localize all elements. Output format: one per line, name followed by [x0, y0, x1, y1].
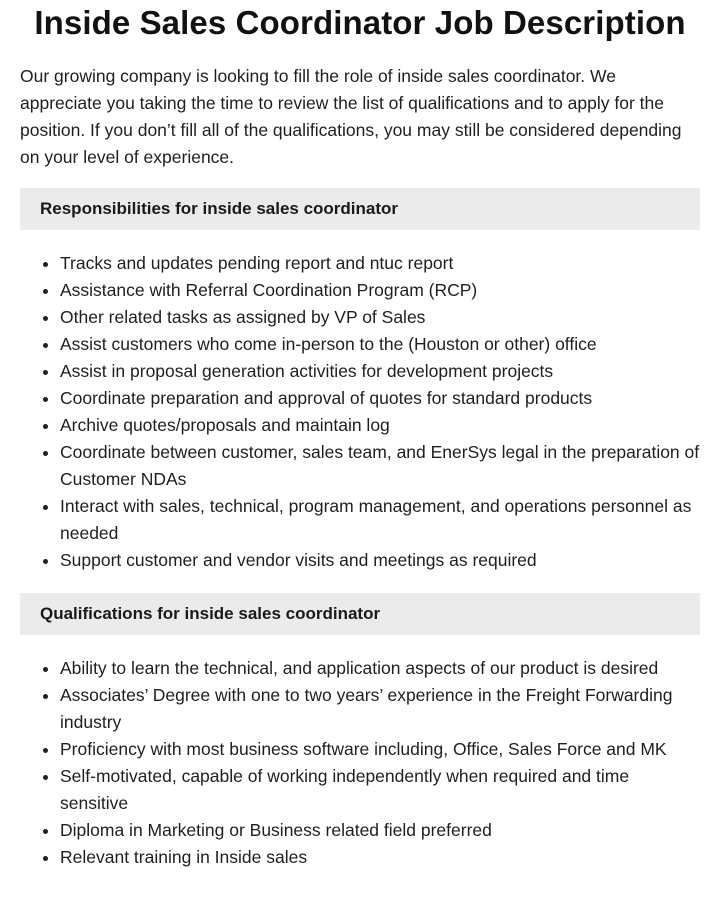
qualifications-list	[20, 655, 700, 871]
list-item: • Interact with sales, technical, program management, and operations personnel as needed	[60, 493, 700, 547]
list-item: • Support customer and vendor visits and meetings as required	[60, 547, 700, 574]
responsibilities-heading: Responsibilities for inside sales coordinator	[20, 188, 700, 230]
list-item: • Assistance with Referral Coordination Program (RCP)	[60, 277, 700, 304]
list-item: • Coordinate between customer, sales team, and EnerSys legal in the preparation of Customer NDAs	[60, 439, 700, 493]
list-item: • Archive quotes/proposals and maintain log	[60, 412, 700, 439]
list-item: • Other related tasks as assigned by VP of Sales	[60, 304, 700, 331]
list-item: • Self-motivated, capable of working independently when required and time sensitive	[60, 763, 700, 817]
page-title: Inside Sales Coordinator Job Description	[34, 4, 686, 41]
list-item: • Relevant training in Inside sales	[60, 844, 700, 871]
list-item: • Diploma in Marketing or Business related field preferred	[60, 817, 700, 844]
list-item: • Ability to learn the technical, and application aspects of our product is desired	[60, 655, 700, 682]
list-item: • Coordinate preparation and approval of quotes for standard products	[60, 385, 700, 412]
qualifications-heading: Qualifications for inside sales coordinator	[20, 593, 700, 635]
list-item: • Tracks and updates pending report and ntuc report	[60, 250, 700, 277]
list-item: • Assist in proposal generation activities for development projects	[60, 358, 700, 385]
intro-paragraph: Our growing company is looking to fill the role of inside sales coordinator. We appreciate you taking the time to review the list of qualifications and to apply for the position. If you don’t fill all of the qualifications, you may still be considered depending on your level of experience.	[20, 66, 682, 167]
responsibilities-list	[20, 250, 700, 574]
list-item: • Associates’ Degree with one to two years’ experience in the Freight Forwarding industry	[60, 682, 700, 736]
list-item: • Assist customers who come in-person to the (Houston or other) office	[60, 331, 700, 358]
list-item: • Proficiency with most business software including, Office, Sales Force and MK	[60, 736, 700, 763]
